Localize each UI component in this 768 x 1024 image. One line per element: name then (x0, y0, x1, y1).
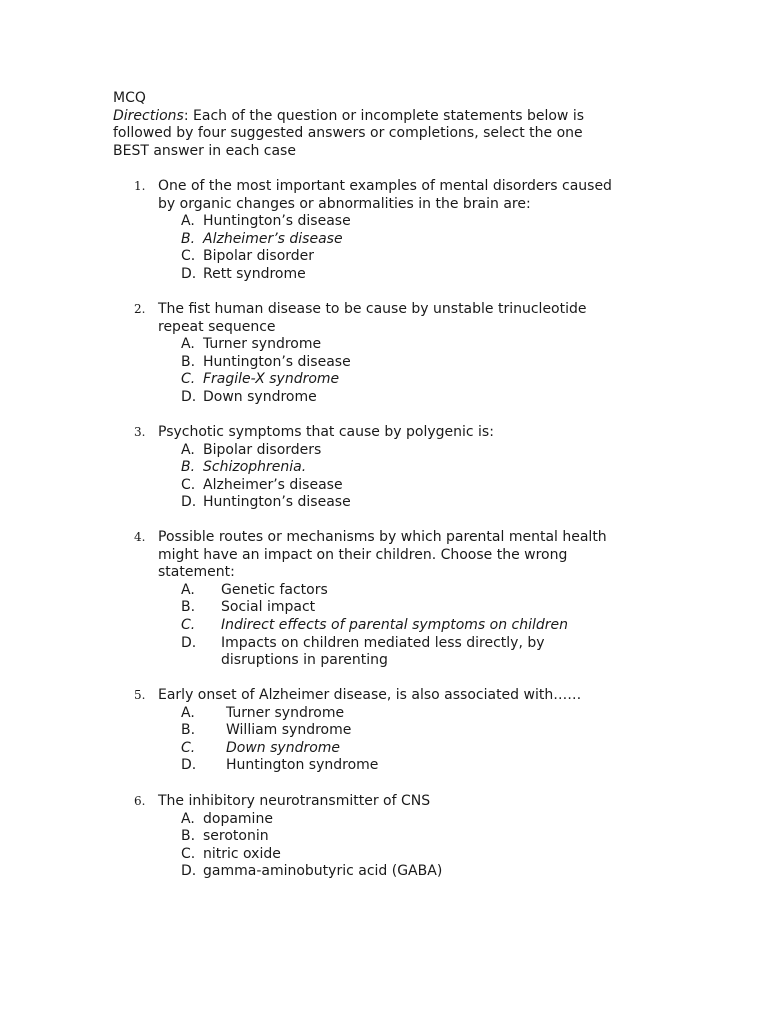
option-letter: B. (181, 828, 196, 845)
option-text: dopamine (203, 810, 273, 827)
option-a (181, 811, 701, 829)
option-text: Indirect effects of parental symptoms on children (221, 616, 569, 633)
question-number: 5. (134, 688, 146, 702)
option-text: Bipolar disorders (203, 441, 322, 458)
option-text: Huntington’s disease (203, 494, 351, 511)
question-line: The fist human disease to be cause by unstable trinucleotide (158, 301, 587, 317)
option-a (181, 582, 701, 600)
option-letter: B. (181, 599, 196, 616)
question-text (158, 793, 678, 811)
option-d (181, 635, 701, 670)
question-text (158, 529, 678, 582)
option-letter: B. (181, 230, 196, 247)
option-letter: A. (181, 336, 195, 353)
question-line: repeat sequence (158, 318, 276, 335)
question-text (158, 424, 678, 442)
option-letter: A. (181, 441, 195, 458)
question-line: Psychotic symptoms that cause by polygenic is: (158, 424, 494, 440)
option-b (181, 722, 701, 740)
option-letter: D. (181, 494, 197, 511)
option-text: nitric oxide (203, 845, 281, 862)
question-line: Early onset of Alzheimer disease, is also associated with…… (158, 687, 582, 703)
directions-line-3: BEST answer in each case (113, 142, 296, 159)
question-text (158, 178, 678, 213)
question-line: Possible routes or mechanisms by which parental mental health (158, 529, 607, 545)
option-c (181, 617, 701, 635)
option-text: William syndrome (226, 722, 352, 739)
option-letter: A. (181, 704, 195, 721)
option-text: gamma-aminobutyric acid (GABA) (203, 863, 443, 880)
option-text-line: Impacts on children mediated less directly, by (221, 634, 545, 651)
option-letter: D. (181, 757, 197, 774)
question-number: 6. (134, 794, 146, 808)
option-text (221, 635, 545, 670)
answer-options (181, 336, 701, 406)
answer-options (181, 213, 701, 283)
directions-line-1 (113, 108, 673, 126)
option-a (181, 213, 701, 231)
option-letter: C. (181, 476, 196, 493)
document-heading (113, 90, 673, 160)
answer-options (181, 582, 701, 670)
option-c (181, 371, 701, 389)
option-letter: A. (181, 581, 195, 598)
option-a (181, 705, 701, 723)
option-b (181, 828, 701, 846)
question-number: 2. (134, 302, 146, 316)
option-b (181, 354, 701, 372)
option-letter: C. (181, 371, 196, 388)
option-c (181, 477, 701, 495)
answer-options (181, 811, 701, 881)
option-letter: D. (181, 863, 197, 880)
option-letter: D. (181, 265, 197, 282)
option-d (181, 757, 701, 775)
option-text: Alzheimer’s disease (203, 230, 343, 247)
option-letter: A. (181, 810, 195, 827)
option-text: Rett syndrome (203, 265, 306, 282)
directions-line-2: followed by four suggested answers or completions, select the one (113, 125, 583, 142)
option-letter: C. (181, 248, 196, 265)
option-text: Social impact (221, 599, 316, 616)
option-text: Down syndrome (203, 388, 317, 405)
option-c (181, 248, 701, 266)
option-c (181, 740, 701, 758)
question-text (158, 301, 678, 336)
question-text (158, 687, 678, 705)
option-text: Alzheimer’s disease (203, 476, 343, 493)
option-text: Bipolar disorder (203, 248, 315, 265)
option-text: Turner syndrome (226, 704, 345, 721)
answer-options (181, 442, 701, 512)
option-text: Turner syndrome (203, 336, 322, 353)
option-b (181, 459, 701, 477)
option-letter: A. (181, 213, 195, 230)
option-letter: B. (181, 722, 196, 739)
option-letter: C. (181, 616, 196, 633)
option-d (181, 266, 701, 284)
option-text: Genetic factors (221, 581, 328, 598)
option-text: Schizophrenia. (203, 459, 307, 476)
option-text-line: disruptions in parenting (221, 652, 388, 669)
question-line: One of the most important examples of mental disorders caused (158, 178, 612, 194)
option-text: serotonin (203, 828, 269, 845)
option-text: Huntington syndrome (226, 757, 379, 774)
option-letter: D. (181, 634, 197, 651)
option-c (181, 846, 701, 864)
option-text: Fragile-X syndrome (203, 371, 340, 388)
option-d (181, 389, 701, 407)
option-letter: B. (181, 353, 196, 370)
option-text: Huntington’s disease (203, 353, 351, 370)
option-letter: C. (181, 739, 196, 756)
option-d (181, 863, 701, 881)
option-a (181, 336, 701, 354)
question-line: might have an impact on their children. Choose the wrong (158, 546, 568, 563)
option-d (181, 494, 701, 512)
option-b (181, 231, 701, 249)
page-title: MCQ (113, 90, 146, 106)
option-letter: C. (181, 845, 196, 862)
option-a (181, 442, 701, 460)
option-text: Down syndrome (226, 739, 341, 756)
question-line: statement: (158, 564, 235, 581)
option-b (181, 599, 701, 617)
question-number: 3. (134, 425, 146, 439)
question-number: 1. (134, 179, 146, 193)
option-letter: B. (181, 459, 196, 476)
question-line: by organic changes or abnormalities in the brain are: (158, 195, 531, 212)
question-line: The inhibitory neurotransmitter of CNS (158, 793, 431, 809)
answer-options (181, 705, 701, 775)
directions-text: : Each of the question or incomplete statements below is (183, 107, 585, 124)
question-number: 4. (134, 530, 146, 544)
option-text: Huntington’s disease (203, 213, 351, 230)
directions-label: Directions (113, 107, 184, 124)
option-letter: D. (181, 388, 197, 405)
